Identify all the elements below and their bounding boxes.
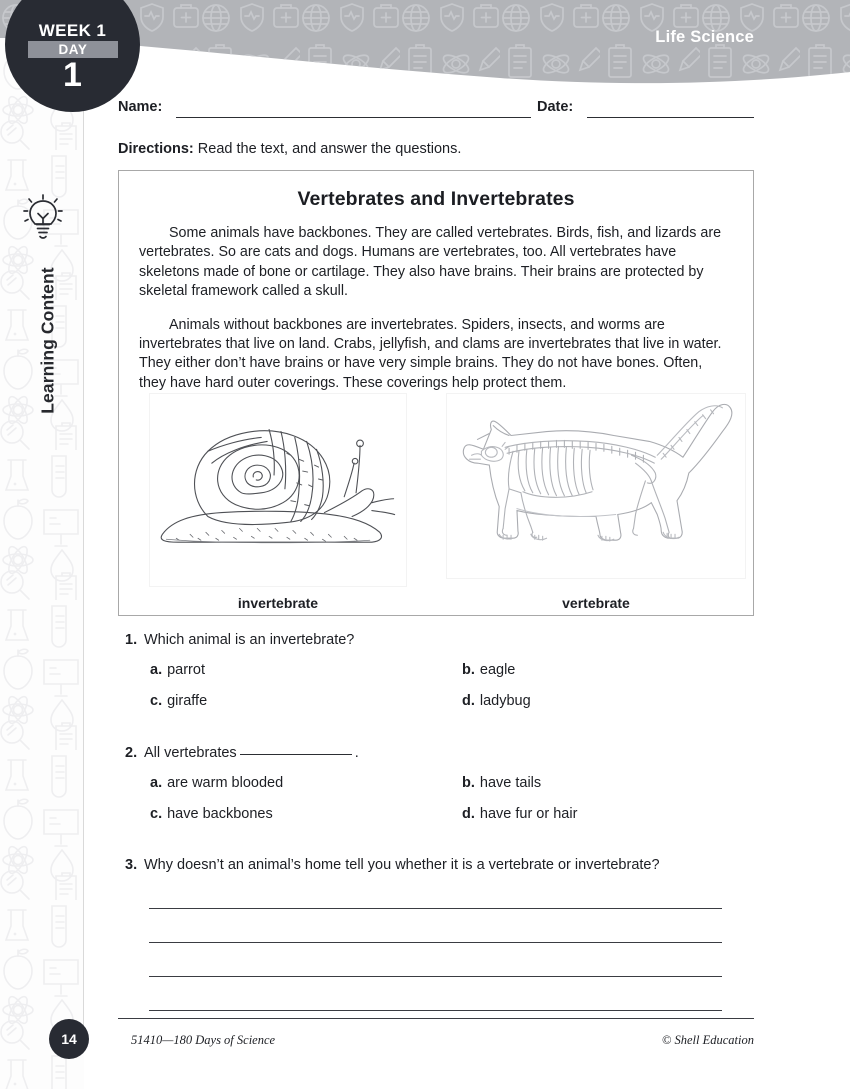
question-text: Which animal is an invertebrate? [144, 632, 355, 648]
directions-row [118, 140, 758, 158]
choice-grid [118, 775, 758, 837]
answer-line[interactable] [149, 1010, 722, 1011]
choice-a[interactable] [150, 775, 283, 791]
question-header [118, 857, 758, 879]
question-text [144, 745, 359, 761]
answer-line[interactable] [149, 942, 722, 943]
reading-passage-box [118, 170, 754, 616]
question-3 [118, 857, 758, 879]
question-text-after-blank: . [354, 745, 359, 761]
figure-frame [446, 393, 746, 579]
date-input-line[interactable] [587, 117, 754, 118]
choice-letter: b. [462, 775, 475, 791]
question-number: 2. [125, 745, 138, 761]
fill-in-blank[interactable] [240, 754, 352, 755]
choice-letter: d. [462, 693, 475, 709]
badge-day-label: DAY [58, 42, 88, 57]
choice-label: ladybug [479, 693, 531, 709]
choice-c[interactable] [150, 806, 273, 822]
choice-letter: c. [150, 693, 163, 709]
date-label: Date: [537, 99, 574, 115]
sidebar-doodle-pattern [0, 0, 84, 1089]
choice-label: eagle [479, 662, 516, 678]
choice-letter: c. [150, 806, 163, 822]
banner-subject-title: Life Science [655, 28, 754, 46]
choice-a[interactable] [150, 662, 205, 678]
figure-caption: invertebrate [237, 595, 319, 611]
sidebar-section-label: Learning Content [37, 267, 58, 414]
choice-letter: d. [462, 806, 475, 822]
choice-label: have fur or hair [479, 806, 578, 822]
choice-c[interactable] [150, 693, 207, 709]
choice-label: are warm blooded [167, 775, 284, 791]
figure-invertebrate [119, 393, 437, 617]
passage-paragraph-2: Animals without backbones are invertebrates. Spiders, insects, and worms are invertebrates that live on land. Crabs, jellyfish, and clams are invertebrates that live in water. They either don’t have brains or have very simple brains. They do not have bones. Often, they have hard outer coverings. These coverings help protect them. [139, 316, 722, 391]
choice-b[interactable] [462, 775, 541, 791]
sidebar-divider [83, 28, 84, 1028]
content-column [118, 0, 758, 1089]
badge-week-label: WEEK 1 [38, 21, 107, 40]
directions-label: Directions: [118, 141, 194, 157]
cat-skeleton-drawing [447, 394, 745, 556]
snail-drawing [150, 394, 406, 560]
passage-title: Vertebrates and Invertebrates [297, 188, 575, 210]
question-text: Why doesn’t an animal’s home tell you whether it is a vertebrate or invertebrate? [144, 857, 660, 873]
footer-divider [118, 1018, 754, 1019]
figure-frame [149, 393, 407, 587]
question-header [118, 632, 758, 654]
question-2 [118, 745, 758, 837]
question-text-before-blank: All vertebrates [144, 745, 237, 761]
page-number: 14 [61, 1031, 77, 1047]
badge-day-number: 1 [63, 56, 82, 94]
choice-letter: b. [462, 662, 475, 678]
question-header [118, 745, 758, 767]
choice-label: have tails [479, 775, 542, 791]
figure-row [119, 393, 755, 617]
passage-paragraph-1: Some animals have backbones. They are called vertebrates. Birds, fish, and lizards are vertebrates. So are cats and dogs. Humans are vertebrates, too. All vertebrates have skeletons made of bone or cartilage. They also have brains. Their brains are protected by skeletal framework called a skull. [139, 225, 722, 300]
sidebar [0, 0, 84, 1089]
answer-line[interactable] [149, 908, 722, 909]
choice-d[interactable] [462, 693, 531, 709]
name-input-line[interactable] [176, 117, 531, 118]
choice-letter: a. [150, 662, 163, 678]
choice-b[interactable] [462, 662, 515, 678]
choice-grid [118, 662, 758, 724]
question-1 [118, 632, 758, 724]
choice-letter: a. [150, 775, 163, 791]
name-label: Name: [118, 99, 163, 115]
footer-right-text: © Shell Education [661, 1033, 754, 1047]
question-number: 3. [125, 857, 138, 873]
figure-caption: vertebrate [562, 595, 630, 611]
choice-label: giraffe [167, 693, 208, 709]
page-number-badge [49, 1019, 89, 1059]
answer-line[interactable] [149, 976, 722, 977]
figure-vertebrate [437, 393, 755, 617]
directions-text: Read the text, and answer the questions. [193, 141, 462, 157]
choice-label: parrot [167, 662, 205, 678]
choice-label: have backbones [167, 806, 273, 822]
question-number: 1. [125, 632, 138, 648]
footer-left-text: 51410—180 Days of Science [131, 1033, 276, 1047]
name-date-row [118, 99, 758, 121]
choice-d[interactable] [462, 806, 577, 822]
